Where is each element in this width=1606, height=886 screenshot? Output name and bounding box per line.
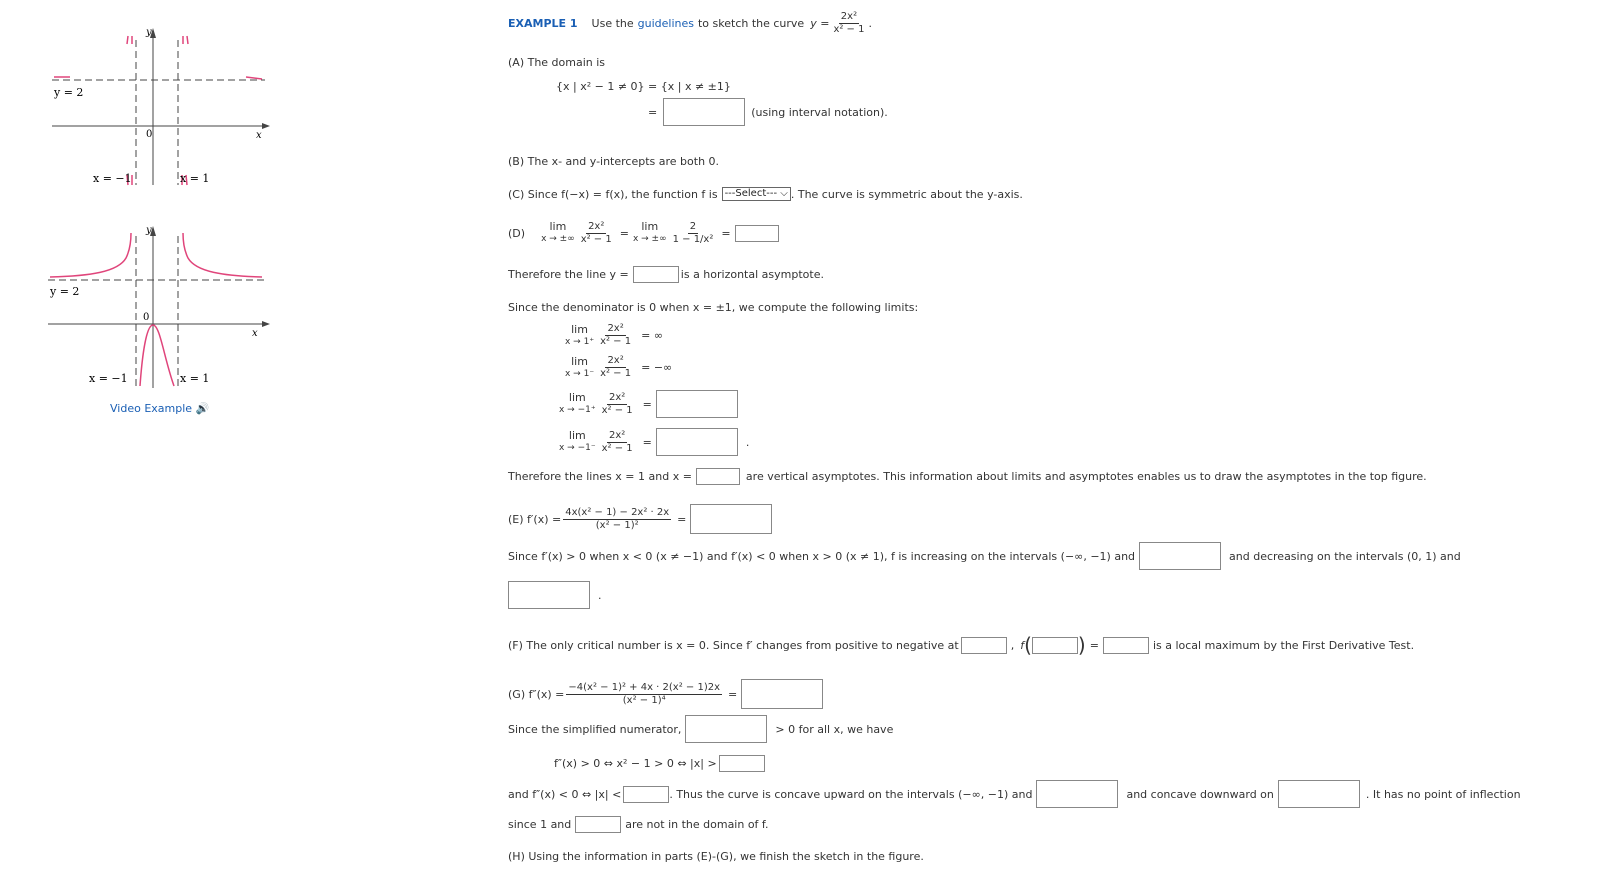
- since-post: are not in the domain of f.: [625, 818, 769, 831]
- limit-infinity-input[interactable]: [735, 225, 779, 242]
- title-period: .: [868, 16, 872, 30]
- first-derivative-input[interactable]: [690, 504, 772, 534]
- part-e-row: (E) f′(x) = $\frac{\text{4x(x² − 1) − 2x² · 2x}}{\text{(x² − 1)²}}$ =: [508, 503, 772, 535]
- increasing-interval-input[interactable]: [1139, 542, 1221, 570]
- chevron-down-icon: ⌵: [780, 188, 788, 199]
- example-text: to sketch the curve: [697, 16, 805, 30]
- horizontal-asymptote-row: [508, 266, 824, 283]
- top-graph-asymptote-y: y = 2: [54, 86, 84, 99]
- bottom-graph-asymptote-y: y = 2: [50, 285, 80, 298]
- bottom-graph-asymptote-xp1: x = 1: [180, 372, 210, 385]
- part-b: (B) The x- and y-intercepts are both 0.: [508, 155, 720, 168]
- limit-row-3: lim x → −1⁺ $\frac{\text{2x²}}{\text{x² − 1}}$ =: [559, 390, 738, 418]
- bottom-graph-origin: 0: [143, 312, 150, 323]
- limit-row-4: lim x → −1⁻ $\frac{\text{2x²}}{\text{x² − 1}}$ = .: [559, 428, 749, 456]
- limit-neg1-minus-input[interactable]: [656, 428, 738, 456]
- vertical-asymptote-row: [508, 468, 1427, 485]
- bottom-graph-y-label: y: [146, 225, 152, 236]
- part-a-eq: =: [648, 105, 658, 119]
- part-d-label: (D): [508, 226, 526, 240]
- speaker-icon: 🔊: [195, 402, 210, 415]
- bottom-graph-x-label: x: [252, 328, 258, 339]
- part-g-row: (G) f″(x) = $\frac{\text{−4(x² − 1)² + 4x · 2(x² − 1)2x}}{\text{(x² − 1)⁴}}$ =: [508, 678, 823, 710]
- concave-post: . It has no point of inflection: [1365, 787, 1521, 801]
- since-pre: since 1 and: [508, 818, 572, 831]
- part-g-label: (G) f″(x) =: [508, 687, 565, 701]
- concave-down-interval-input[interactable]: [1278, 780, 1360, 808]
- curve-numerator: 2x²: [840, 10, 858, 22]
- incdec-pre: Since f′(x) > 0 when x < 0 (x ≠ −1) and f′(x) < 0 when x > 0 (x ≠ 1), f is increasing on the intervals (−∞, −1) and: [508, 549, 1136, 563]
- part-d-row: (D) lim x → ±∞ $\frac{\text{2x²}}{\text{x² − 1}}$ = lim x → ±∞ $\frac{2}{\text{1 − 1/x²}}$ =: [508, 218, 779, 248]
- second-derivative-input[interactable]: [741, 679, 823, 709]
- denominator-text: Since the denominator is 0 when x = ±1, we compute the following limits:: [508, 301, 919, 314]
- concave-pre: and f″(x) < 0 ⇔ |x| <: [508, 787, 622, 801]
- part-h: (H) Using the information in parts (E)-(G), we finish the sketch in the figure.: [508, 850, 924, 863]
- part-a-set: {x | x² − 1 ≠ 0} = {x | x ≠ ±1}: [556, 80, 731, 93]
- numer-post: > 0 for all x, we have: [775, 722, 894, 736]
- curve-denominator: x² − 1: [833, 23, 865, 35]
- y-equals: y =: [810, 16, 830, 30]
- decreasing-interval-input[interactable]: [508, 581, 590, 609]
- f-argument-input[interactable]: [1032, 637, 1078, 654]
- even-odd-select[interactable]: ---Select--- ⌵: [722, 187, 791, 201]
- example-header: [508, 8, 872, 38]
- limit-neg1-plus-input[interactable]: [656, 390, 738, 418]
- top-graph: [40, 20, 280, 195]
- concave-mid2: and concave downward on: [1126, 787, 1274, 801]
- local-max-value-input[interactable]: [1103, 637, 1149, 654]
- since-row: [508, 816, 769, 833]
- domain-input[interactable]: [663, 98, 745, 126]
- part-a-label: (A) The domain is: [508, 56, 606, 69]
- decreasing-row: .: [508, 580, 602, 610]
- part-f-post: is a local maximum by the First Derivative Test.: [1152, 638, 1415, 652]
- bottom-graph-asymptote-xm1: x = −1: [89, 372, 128, 385]
- incdec-post: and decreasing on the intervals (0, 1) and: [1229, 549, 1461, 563]
- critical-number-input[interactable]: [961, 637, 1007, 654]
- bottom-graph: [40, 218, 280, 393]
- concave-mid: . Thus the curve is concave upward on the intervals (−∞, −1) and: [669, 787, 1033, 801]
- part-e-label: (E) f′(x) =: [508, 512, 562, 526]
- limit-row-2: lim x → 1⁻ $\frac{\text{2x²}}{\text{x² − 1}}$ = −∞: [565, 354, 673, 379]
- part-f-row: (F) The only critical number is x = 0. Since f′ changes from positive to negative at , f ( ) = is a local maximum by the First Derivative Test.: [508, 633, 1415, 657]
- vertical-asymptote-input[interactable]: [696, 468, 740, 485]
- vert-post: are vertical asymptotes. This information about limits and asymptotes enables us to draw the asymptotes in the top figure.: [745, 470, 1427, 483]
- top-graph-asymptote-xm1: x = −1: [93, 172, 132, 185]
- abs-x-greater-input[interactable]: [719, 755, 765, 772]
- numerator-input[interactable]: [685, 715, 767, 743]
- numer-pre: Since the simplified numerator,: [508, 722, 682, 736]
- part-f-pre: (F) The only critical number is x = 0. Since f′ changes from positive to negative at: [508, 638, 959, 652]
- top-graph-asymptote-xp1: x = 1: [180, 172, 210, 185]
- vert-pre: Therefore the lines x = 1 and x =: [508, 470, 692, 483]
- part-c-post: . The curve is symmetric about the y-axis.: [790, 187, 1023, 201]
- part-c-pre: (C) Since f(−x) = f(x), the function f is: [508, 187, 718, 201]
- increasing-row: [508, 541, 1461, 571]
- guidelines-link[interactable]: guidelines: [637, 16, 694, 30]
- horiz-pre: Therefore the line y =: [508, 268, 629, 281]
- video-example-link[interactable]: Video Example 🔊: [110, 402, 210, 415]
- abs-x-less-input[interactable]: [623, 786, 669, 803]
- numerator-row: [508, 714, 893, 744]
- limit-row-1: lim x → 1⁺ $\frac{\text{2x²}}{\text{x² − 1}}$ = ∞: [565, 322, 663, 347]
- part-a-row: [648, 97, 888, 127]
- top-graph-y-label: y: [146, 27, 152, 38]
- horizontal-asymptote-input[interactable]: [633, 266, 679, 283]
- not-in-domain-input[interactable]: [575, 816, 621, 833]
- example-label: EXAMPLE 1: [508, 16, 578, 30]
- horiz-post: is a horizontal asymptote.: [680, 268, 824, 281]
- top-graph-origin: 0: [146, 129, 153, 140]
- top-graph-x-label: x: [256, 130, 262, 141]
- example-intro: Use the: [591, 16, 634, 30]
- part-a-note: (using interval notation).: [751, 105, 888, 119]
- concave-up-interval-input[interactable]: [1036, 780, 1118, 808]
- part-c-row: [508, 187, 1023, 201]
- concave-up-condition: f″(x) > 0 ⇔ x² − 1 > 0 ⇔ |x| >: [554, 755, 765, 772]
- concavity-row: [508, 779, 1521, 809]
